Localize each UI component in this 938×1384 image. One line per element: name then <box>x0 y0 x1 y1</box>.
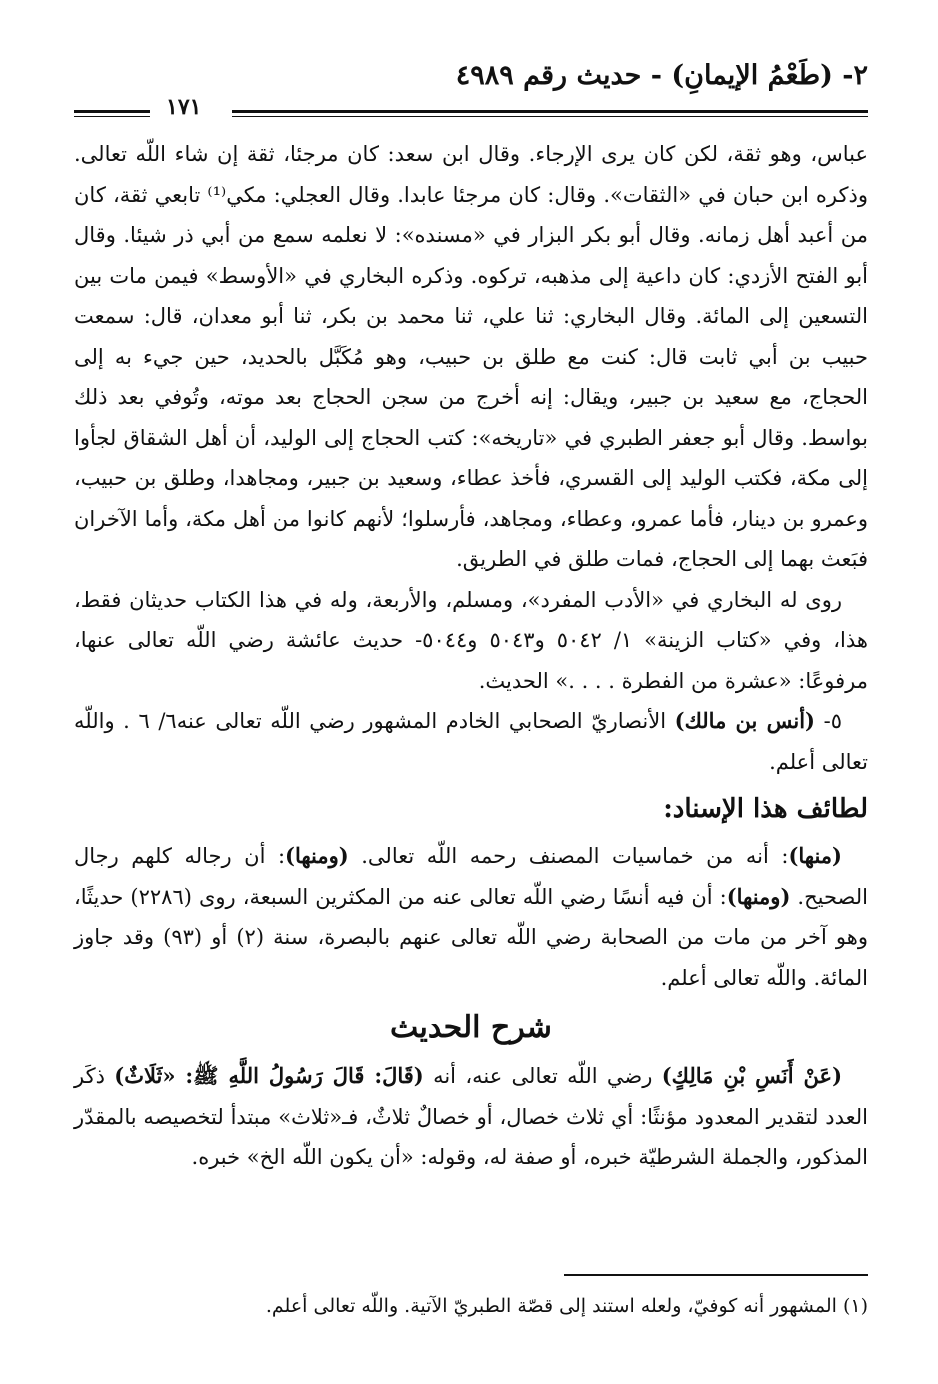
section-heading-isnad: لطائف هذا الإسناد: <box>663 794 868 824</box>
paragraph-sharh <box>74 1056 868 1178</box>
paragraph-narrator-bio: عباس، وهو ثقة، لكن كان يرى الإرجاء. وقال ابن سعد: كان مرجئا، ثقة إن شاء اللّه تعالى. وذكره ابن حبان في «الثقات». وقال: كان مرجئا عابدا. وقال العجلي: مكي⁽¹⁾ تابعي ثقة، كان من أعبد أهل زمانه. وقال أبو بكر البزار في «مسنده»: لا نعلمه سمع من أبي ذر شيئا. وقال أبو الفتح الأزدي: كان داعية إلى مذهبه، تركوه. وذكره البخاري في «الأوسط» فيمن مات بين التسعين إلى المائة. وقال البخاري: ثنا علي، ثنا محمد بن بكر، ثنا أبو معدان، قال: سمعت حبيب بن أبي ثابت قال: كنت مع طلق بن حبيب، وهو مُكَبَّل بالحديد، حين جيء به إلى الحجاج، مع سعيد بن جبير، ويقال: إنه أخرج من سجن الحجاج بعد موته، وتُوفي بعد ذلك بواسط. وقال أبو جعفر الطبري في «تاريخه»: كتب الحجاج إلى الوليد، أن أهل الشقاق لجأوا إلى مكة، فكتب الوليد إلى القسري، فأخذ عطاء، وسعيد بن جبير، ومجاهدا، وطلق بن حبيب، وعمرو بن دينار، فأما عمرو، وعطاء، ومجاهد، فأرسلوا؛ لأنهم كانوا من أهل مكة، وأما الآخران فبَعث بهما إلى الحجاج، فمات طلق في الطريق. <box>74 142 869 571</box>
paragraph-narrations: روى له البخاري في «الأدب المفرد»، ومسلم، والأربعة، وله في هذا الكتاب حديثان فقط، هذا، وفي «كتاب الزينة» ١/ ٥٠٤٢ و٥٠٤٣ و٥٠٤٤- حديث عائشة رضي اللّه تعالى عنها، مرفوعًا: «عشرة من الفطرة . . . .» الحديث. <box>74 587 868 693</box>
note-label: (منها) <box>788 843 842 868</box>
header-rule-left <box>74 110 150 113</box>
sharh-text: رضي اللّه تعالى عنه، أنه <box>423 1064 662 1088</box>
narrator-desc: الأنصاريّ الصحابي الخادم المشهور رضي اللّه تعالى عنه٦/ ٦ . واللّه تعالى أعلم. <box>74 709 868 774</box>
item-number: ٥- <box>815 709 842 733</box>
note-label: (ومنها) <box>285 843 349 868</box>
book-page <box>74 52 868 1352</box>
running-title: ٢- (طَعْمُ الإيمانِ) - حديث رقم ٤٩٨٩ <box>455 60 868 91</box>
note-text: : أن رجاله كلهم رجال الصحيح. <box>74 844 869 909</box>
footnote: (١) المشهور أنه كوفيّ، ولعله استند إلى قصّة الطبريّ الآتية. واللّه تعالى أعلم. <box>265 1295 868 1317</box>
page-body <box>74 134 868 1178</box>
hadith-quote: (قَالَ: قَالَ رَسُولُ اللَّهِ ﷺ: «ثَلَاثٌ) <box>114 1063 424 1088</box>
paragraph-isnad-notes <box>74 836 868 998</box>
page-number: ١٧١ <box>166 94 202 120</box>
header-rule-right <box>232 110 868 113</box>
page-header <box>74 52 868 126</box>
footnote-divider <box>564 1274 868 1276</box>
paragraph-anas <box>74 701 868 782</box>
note-text: : أنه من خماسيات المصنف رحمه اللّه تعالى. <box>348 844 789 868</box>
sharh-text: ذكَر العدد لتقدير المعدود مؤنثًا: أي ثلاث خصال، أو خصالٌ ثلاثٌ، فـ«ثلاث» مبتدأ لتخصيصه بالمقدّر المذكور، والجملة الشرطيّة خبره، أو صفة له، وقوله: «أن يكون اللّه الخ» خبره. <box>74 1064 868 1169</box>
section-heading-sharh: شرح الحديث <box>390 1010 552 1045</box>
hadith-quote: (عَنْ أَنَسِ بْنِ مَالِكٍ) <box>661 1063 843 1088</box>
note-label: (ومنها) <box>726 883 791 909</box>
narrator-name: (أنس بن مالك) <box>674 708 815 733</box>
note-text: : أن فيه أنسًا رضي اللّه تعالى عنه من المكثرين السبعة، روى (٢٢٨٦) حديثًا، وهو آخر من مات من الصحابة رضي اللّه تعالى عنهم بالبصرة، سنة (٢) أو (٩٣) وقد جاوز المائة. واللّه تعالى أعلم. <box>74 884 868 990</box>
